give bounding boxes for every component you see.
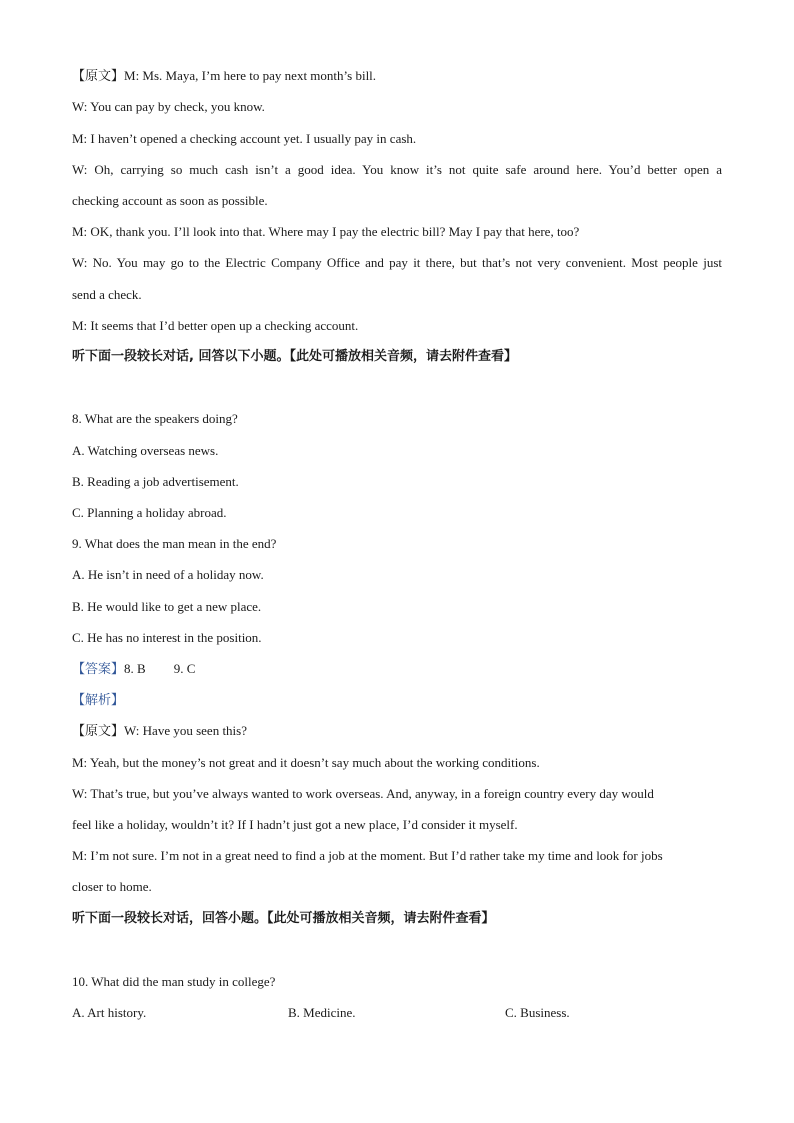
q10-option-c: C. Business.: [505, 1005, 570, 1020]
transcript1-line-7: W: No. You may go to the Electric Company Office and pay it there, but that’s not very convenient. Most people just: [72, 255, 722, 270]
transcript-tag: 【原文】: [72, 724, 125, 739]
transcript1-line-2: W: You can pay by check, you know.: [72, 99, 265, 114]
transcript2-line-3: W: That’s true, but you’ve always wanted to work overseas. And, anyway, in a foreign country every day would: [72, 786, 654, 801]
transcript1-line-8: send a check.: [72, 287, 142, 302]
transcript1-line-9: M: It seems that I’d better open up a checking account.: [72, 318, 359, 333]
q8-option-b: B. Reading a job advertisement.: [72, 474, 239, 489]
transcript2-line-2: M: Yeah, but the money’s not great and it doesn’t say much about the working conditions.: [72, 755, 540, 770]
q9-option-c: C. He has no interest in the position.: [72, 630, 262, 645]
q8-option-a: A. Watching overseas news.: [72, 443, 219, 458]
answer-9: 9. C: [173, 661, 196, 676]
transcript1-line-3: M: I haven’t opened a checking account yet. I usually pay in cash.: [72, 131, 417, 146]
answer-8: 8. B: [124, 661, 146, 676]
analysis-tag: 【解析】: [72, 693, 125, 708]
transcript1-line-1: 【原文】M: Ms. Maya, I’m here to pay next month’s bill.: [72, 68, 377, 84]
question-8: 8. What are the speakers doing?: [72, 411, 238, 426]
q10-option-a: A. Art history.: [72, 1005, 147, 1020]
answer-tag: 【答案】: [72, 662, 125, 677]
transcript1-line-4: W: Oh, carrying so much cash isn’t a good idea. You know it’s not quite safe around here. You’d better open a: [72, 162, 722, 177]
transcript2-line-6: closer to home.: [72, 879, 152, 894]
transcript2-line-4: feel like a holiday, wouldn’t it? If I hadn’t just got a new place, I’d consider it myself.: [72, 817, 518, 832]
transcript2-line-5: M: I’m not sure. I’m not in a great need to find a job at the moment. But I’d rather take my time and look for jobs: [72, 848, 663, 863]
question-10: 10. What did the man study in college?: [72, 974, 276, 989]
transcript1-line-6: M: OK, thank you. I’ll look into that. Where may I pay the electric bill? May I pay that here, too?: [72, 224, 580, 239]
transcript-tag: 【原文】: [72, 69, 125, 84]
listening-instruction-2: 听下面一段较长对话，回答小题。【此处可播放相关音频，请去附件查看】: [72, 911, 495, 926]
q10-option-b: B. Medicine.: [288, 1005, 356, 1020]
q9-option-b: B. He would like to get a new place.: [72, 599, 262, 614]
transcript1-line-5: checking account as soon as possible.: [72, 193, 268, 208]
q8-option-c: C. Planning a holiday abroad.: [72, 505, 227, 520]
q9-option-a: A. He isn’t in need of a holiday now.: [72, 567, 264, 582]
answer-line: [72, 661, 722, 678]
listening-instruction-1: 听下面一段较长对话, 回答以下小题。【此处可播放相关音频，请去附件查看】: [72, 349, 517, 364]
analysis-line: [72, 692, 722, 709]
question-9: 9. What does the man mean in the end?: [72, 536, 277, 551]
transcript2-line-1: 【原文】W: Have you seen this?: [72, 723, 247, 739]
